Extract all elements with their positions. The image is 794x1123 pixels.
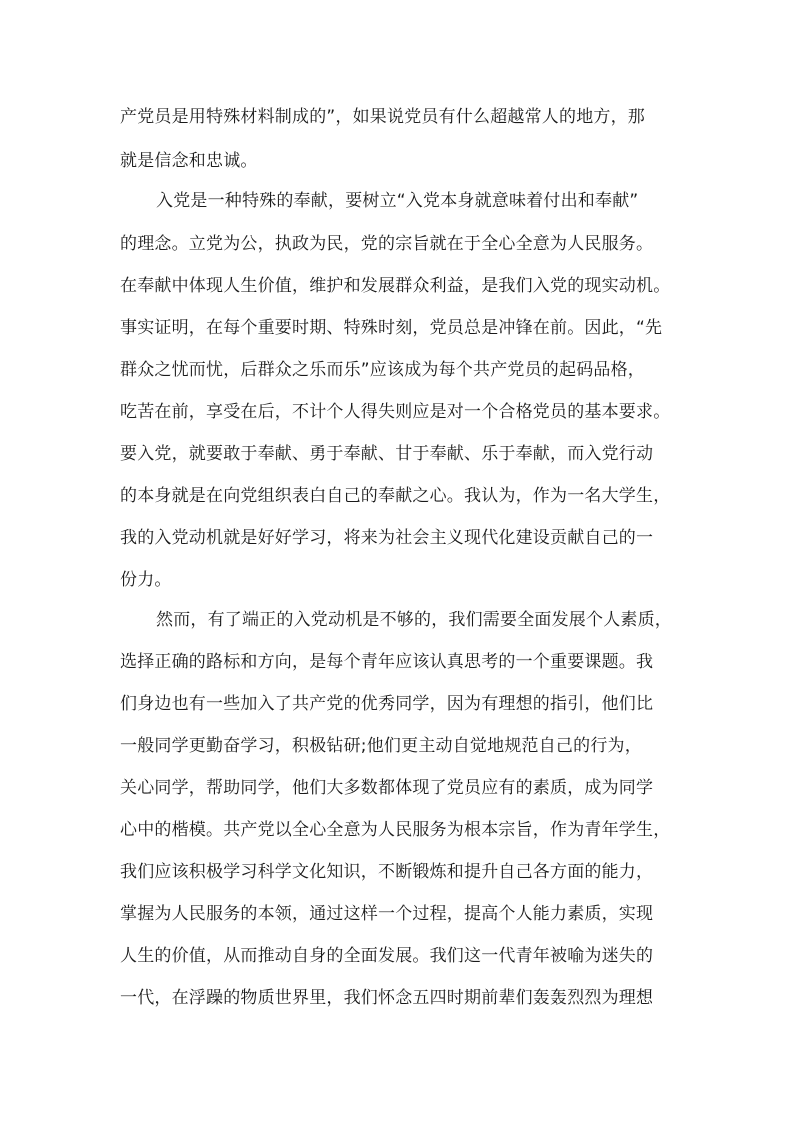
text-line: 在奉献中体现人生价值，维护和发展群众利益，是我们入党的现实动机。 [120, 276, 671, 296]
text-line: 们身边也有一些加入了共产党的优秀同学，因为有理想的指引，他们比 [120, 694, 654, 714]
text-line: 关心同学，帮助同学，他们大多数都体现了党员应有的素质，成为同学 [120, 778, 654, 798]
text-line: 一般同学更勤奋学习，积极钻研;他们更主动自觉地规范自己的行为， [120, 736, 642, 756]
text-line: 我的入党动机就是好好学习，将来为社会主义现代化建设贡献自己的一 [120, 528, 654, 548]
text-line: 的理念。立党为公，执政为民，党的宗旨就在于全心全意为人民服务。 [120, 234, 654, 254]
text-line: 的本身就是在向党组织表白自己的奉献之心。我认为，作为一名大学生， [120, 486, 671, 506]
paragraph-first-line: 然而，有了端正的入党动机是不够的，我们需要全面发展个人素质， [156, 610, 672, 630]
text-line: 人生的价值，从而推动自身的全面发展。我们这一代青年被喻为迷失的 [120, 946, 654, 966]
text-line: 我们应该积极学习科学文化知识，不断锻炼和提升自己各方面的能力， [120, 862, 654, 882]
text-line: 份力。 [120, 570, 172, 590]
text-line: 吃苦在前，享受在后，不计个人得失则应是对一个合格党员的基本要求。 [120, 402, 671, 422]
text-line: 掌握为人民服务的本领，通过这样一个过程，提高个人能力素质，实现 [120, 904, 654, 924]
text-line: 产党员是用特殊材料制成的”，如果说党员有什么超越常人的地方，那 [120, 107, 646, 127]
text-line: 选择正确的路标和方向，是每个青年应该认真思考的一个重要课题。我 [120, 652, 654, 672]
text-line: 一代，在浮躁的物质世界里，我们怀念五四时期前辈们轰轰烈烈为理想 [120, 988, 654, 1008]
text-line: 心中的楷模。共产党以全心全意为人民服务为根本宗旨，作为青年学生， [120, 820, 671, 840]
paragraph-first-line: 入党是一种特殊的奉献，要树立“入党本身就意味着付出和奉献” [156, 191, 639, 211]
text-line: 群众之忧而忧，后群众之乐而乐”应该成为每个共产党员的起码品格， [120, 360, 646, 380]
text-line: 就是信念和忠诚。 [120, 151, 258, 171]
text-line: 要入党，就要敢于奉献、勇于奉献、甘于奉献、乐于奉献，而入党行动 [120, 444, 654, 464]
text-line: 事实证明，在每个重要时期、特殊时刻，党员总是冲锋在前。因此，“先 [120, 318, 663, 338]
